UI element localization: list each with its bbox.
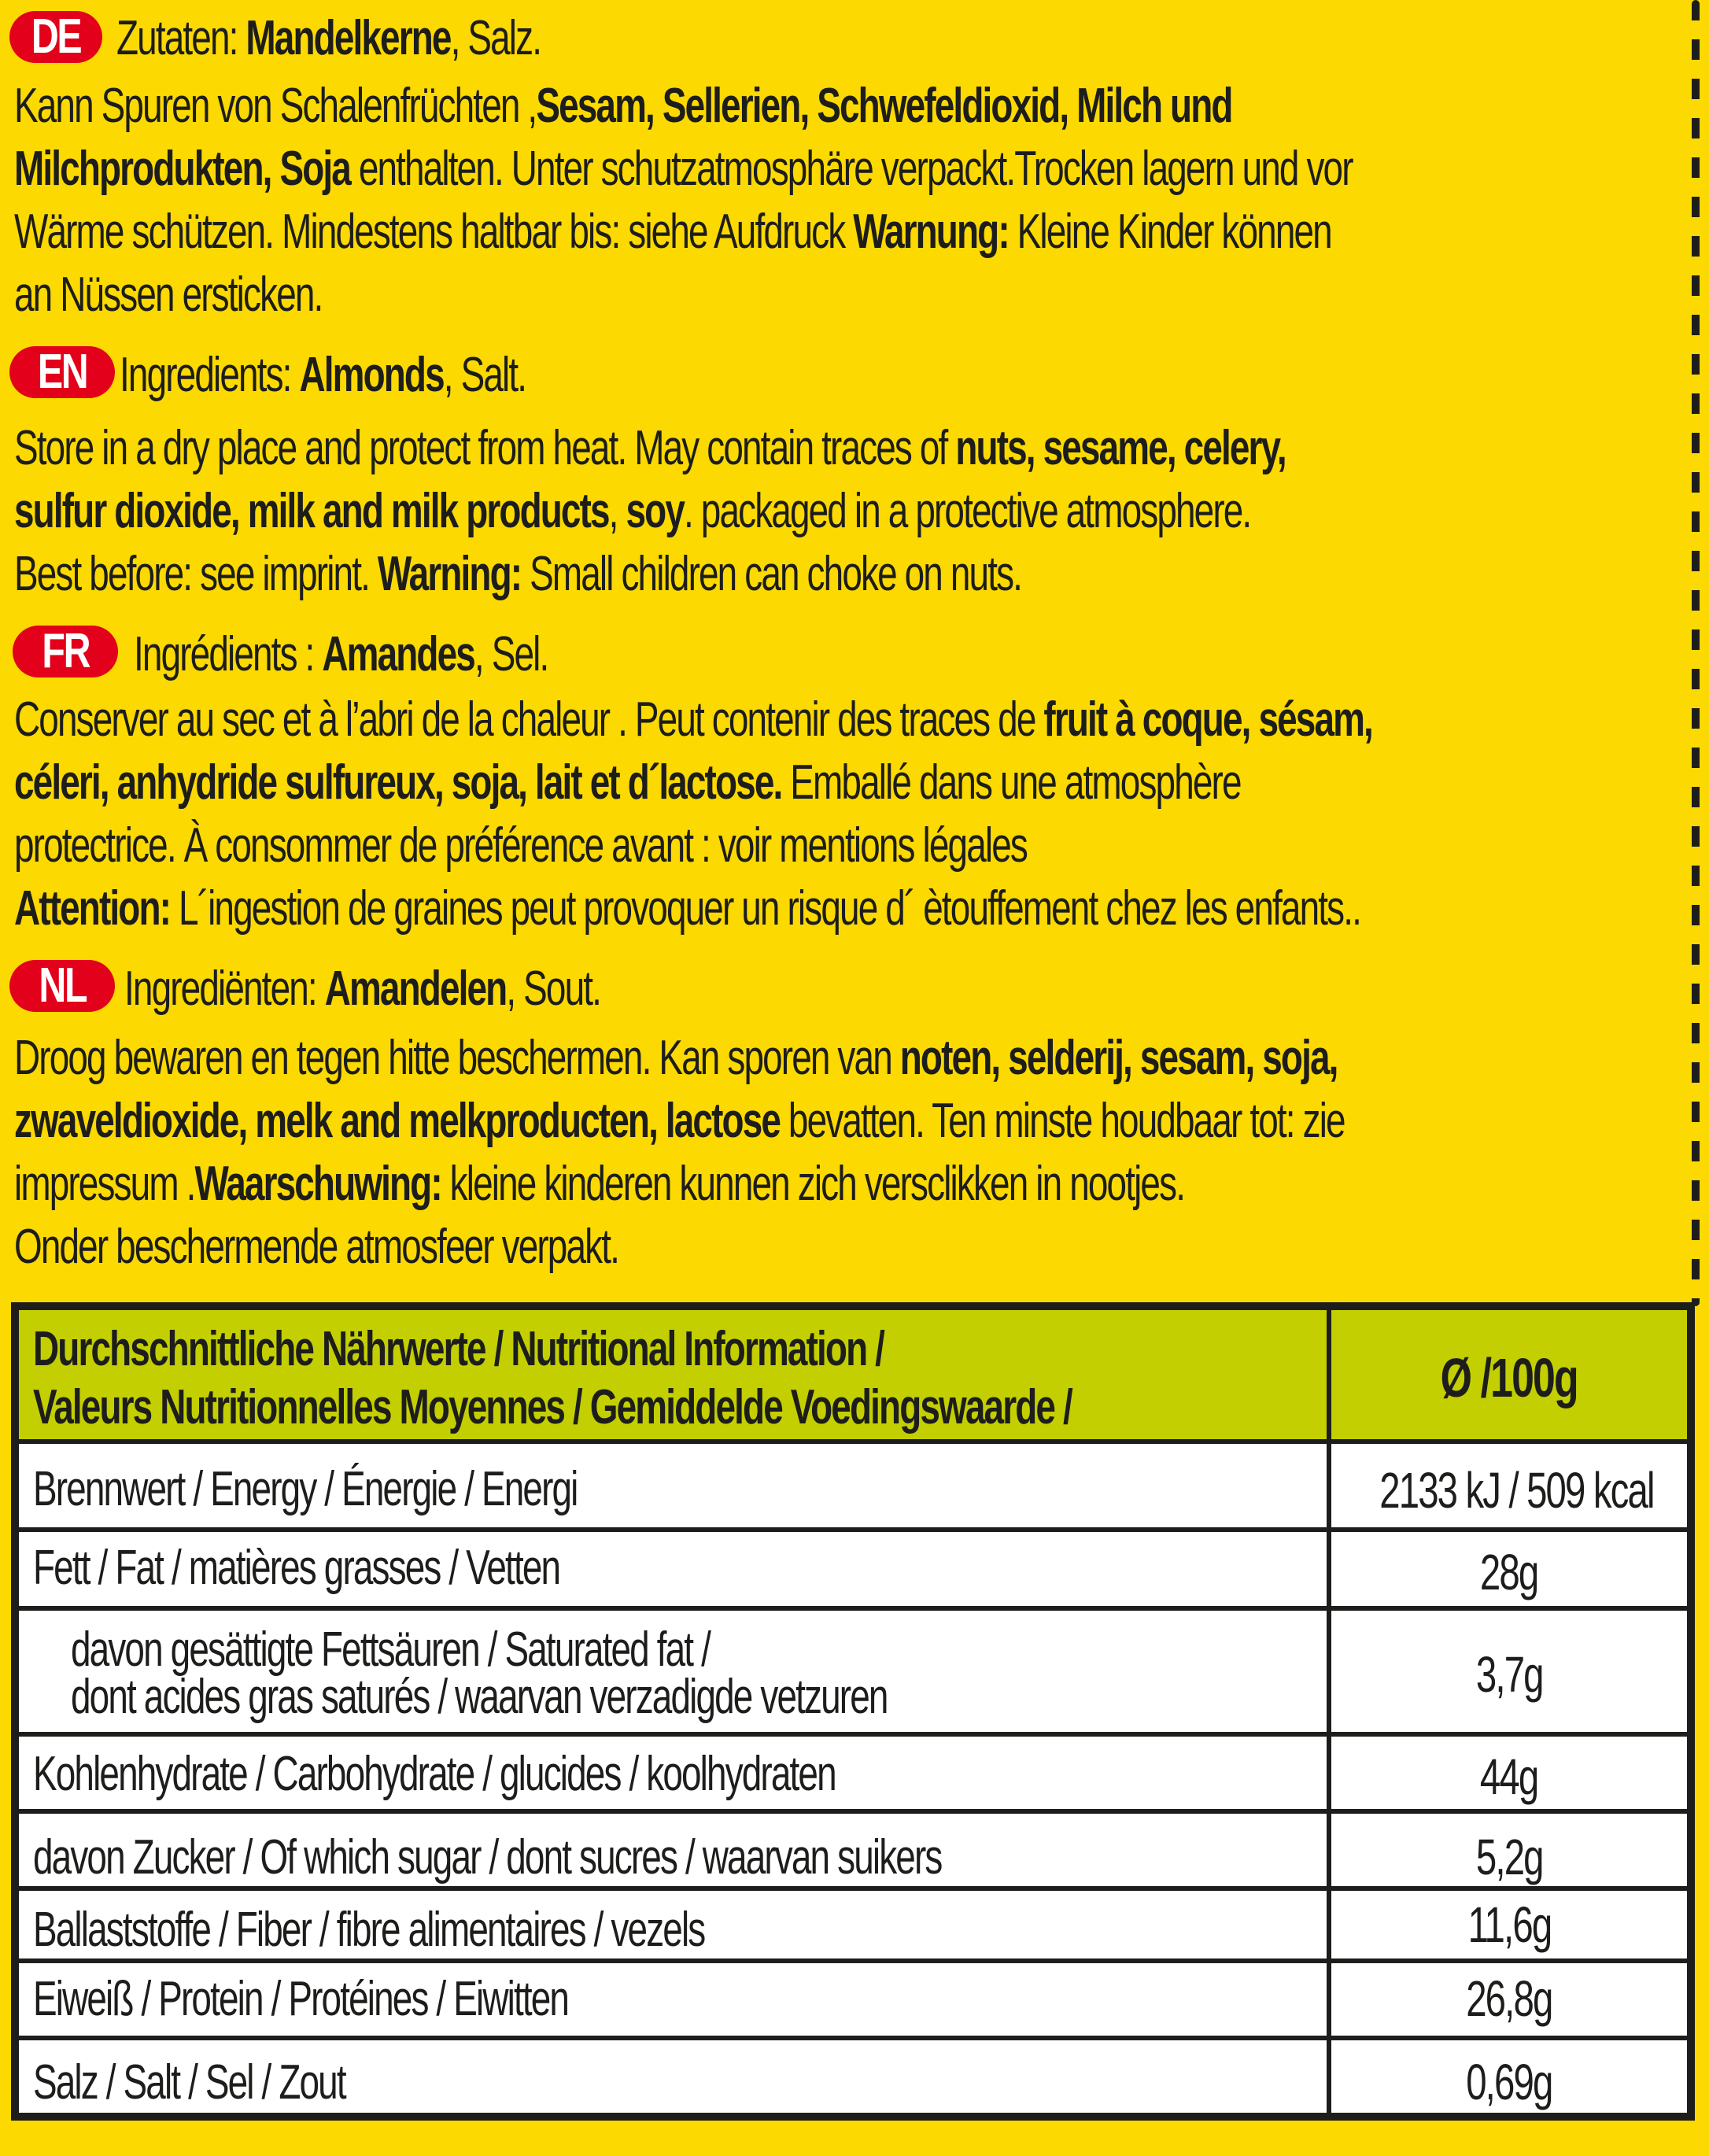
language-badge-fr: FR	[13, 626, 118, 677]
nutrition-row-protein	[19, 1963, 1687, 2040]
header-title-line2: Valeurs Nutritionnelles Moyennes / Gemiddelde Voedingswaarde /	[33, 1380, 1072, 1434]
text: Wärme schützen. Mindestens haltbar bis: siehe Aufdruck	[14, 205, 854, 259]
language-badge-nl: NL	[9, 960, 115, 1012]
nl-line	[124, 962, 600, 1017]
text: Store in a dry place and protect from heat. May contain traces of	[14, 421, 956, 475]
text: ,	[608, 484, 626, 538]
text: impressum .	[14, 1157, 195, 1211]
nutrient-label-line2: dont acides gras saturés / waarvan verzadigde vetzuren	[71, 1670, 888, 1724]
nutrition-row-carbohydrate	[19, 1737, 1687, 1814]
text: protectrice. À consommer de préférence avant : voir mentions légales	[14, 818, 1027, 873]
per-100g-label: Ø /100g	[1440, 1347, 1578, 1408]
text: Droog bewaren en tegen hitte beschermen. Kan sporen van	[14, 1031, 900, 1085]
text: Ingrediënten:	[124, 962, 325, 1016]
de-line	[14, 268, 322, 323]
bold-text: zwaveldioxide, melk and melkproducten, lactose	[14, 1094, 781, 1148]
bold-text: Amandes	[322, 627, 474, 681]
nutrient-value: 44g	[1480, 1748, 1538, 1805]
fr-line	[14, 692, 1372, 748]
bold-text: Mandelkerne	[245, 11, 451, 65]
text: Ingrédients :	[134, 627, 323, 681]
text: Ingredients:	[120, 348, 300, 402]
nutrient-value: 5,2g	[1475, 1829, 1543, 1885]
text: bevatten. Ten minste houdbaar tot: zie	[780, 1094, 1345, 1148]
nl-line	[14, 1220, 618, 1275]
de-line	[14, 142, 1353, 197]
fr-line	[14, 881, 1360, 936]
fr-line	[14, 755, 1241, 810]
en-line	[120, 348, 526, 403]
nutrient-value: 26,8g	[1466, 1970, 1552, 2027]
text: , Salt.	[443, 348, 526, 402]
text: Small children can choke on nuts.	[521, 547, 1022, 601]
text: , Sel.	[474, 627, 548, 681]
nutrient-label: Fett / Fat / matières grasses / Vetten	[33, 1541, 560, 1595]
de-line	[116, 11, 541, 66]
fr-line	[14, 818, 1027, 873]
bold-text: Almonds	[299, 348, 444, 402]
text: an Nüssen ersticken.	[14, 268, 323, 322]
text: L´ingestion de graines peut provoquer un risque d´ ètouffement chez les enfants..	[170, 881, 1361, 936]
text: Emballé dans une atmosphère	[781, 755, 1241, 810]
nutrient-value: 11,6g	[1467, 1896, 1551, 1953]
bold-text: Amandelen	[324, 962, 507, 1016]
header-title-line1: Durchschnittliche Nährwerte / Nutritional Information /	[33, 1322, 884, 1376]
nutrient-value: 0,69g	[1466, 2054, 1552, 2110]
nutrient-label: Salz / Salt / Sel / Zout	[33, 2055, 345, 2110]
nutrition-row-sugar	[19, 1814, 1687, 1891]
nutrition-row-saturated-fat	[19, 1611, 1687, 1737]
en-line	[14, 421, 1286, 476]
perforation-line	[1692, 0, 1700, 1306]
de-line	[14, 79, 1232, 134]
nutrient-label: Kohlenhydrate / Carbohydrate / glucides / koolhydraten	[33, 1747, 836, 1801]
bold-text: Sesam, Sellerien, Schwefeldioxid, Milch und	[536, 79, 1232, 133]
en-line	[14, 484, 1250, 539]
nl-line	[14, 1031, 1338, 1086]
text: Kann Spuren von Schalenfrüchten ,	[14, 79, 537, 133]
text: , Sout.	[506, 962, 601, 1016]
text: , Salz.	[450, 11, 541, 65]
nl-line	[14, 1094, 1345, 1149]
en-line	[14, 547, 1021, 602]
nutrient-value: 2133 kJ / 509 kcal	[1379, 1462, 1654, 1519]
fr-line	[134, 627, 548, 682]
nutrition-row-energy	[19, 1444, 1687, 1532]
text: kleine kinderen kunnen zich versclikken in nootjes.	[441, 1157, 1185, 1211]
language-badge-en: EN	[9, 346, 115, 398]
language-badge-de: DE	[9, 11, 102, 63]
bold-text: Milchprodukten, Soja	[14, 142, 350, 196]
text: Zutaten:	[116, 11, 246, 65]
nl-line	[14, 1157, 1184, 1212]
text: Conserver au sec et à l’abri de la chaleur . Peut contenir des traces de	[14, 692, 1044, 747]
nutrition-row-fiber	[19, 1891, 1687, 1963]
bold-text: soy	[626, 484, 684, 538]
bold-text: Attention:	[14, 881, 171, 936]
bold-text: nuts, sesame, celery,	[955, 421, 1286, 475]
text: . packaged in a protective atmosphere.	[683, 484, 1251, 538]
bold-text: Warning:	[377, 547, 522, 601]
nutrition-row-fat	[19, 1532, 1687, 1611]
bold-text: noten, selderij, sesam, soja,	[899, 1031, 1338, 1085]
text: Kleine Kinder können	[1008, 205, 1331, 259]
bold-text: fruit à coque, sésam,	[1043, 692, 1372, 747]
nutrient-label: davon Zucker / Of which sugar / dont sucres / waarvan suikers	[33, 1830, 942, 1885]
text: enthalten. Unter schutzatmosphäre verpackt.Trocken lagern und vor	[349, 142, 1353, 196]
nutrient-label: Eiweiß / Protein / Protéines / Eiwitten	[33, 1972, 569, 2026]
nutrient-label: Brennwert / Energy / Énergie / Energi	[33, 1462, 578, 1516]
de-line	[14, 205, 1331, 260]
nutrient-value: 28g	[1480, 1544, 1538, 1600]
nutrition-row-salt	[19, 2040, 1687, 2113]
nutrition-header-row	[19, 1310, 1687, 1444]
nutrient-value: 3,7g	[1475, 1646, 1543, 1703]
text: Best before: see imprint.	[14, 547, 378, 601]
bold-text: sulfur dioxide, milk and milk products	[14, 484, 609, 538]
nutrient-label: Ballaststoffe / Fiber / fibre alimentaires / vezels	[33, 1903, 705, 1957]
text: Onder beschermende atmosfeer verpakt.	[14, 1220, 619, 1274]
bold-text: céleri, anhydride sulfureux, soja, lait et d´lactose.	[14, 755, 782, 810]
bold-text: Warnung:	[853, 205, 1009, 259]
nutrition-table	[11, 1302, 1695, 2121]
bold-text: Waarschuwing:	[194, 1157, 441, 1211]
nutrient-label: davon gesättigte Fettsäuren / Saturated fat /	[71, 1623, 710, 1677]
